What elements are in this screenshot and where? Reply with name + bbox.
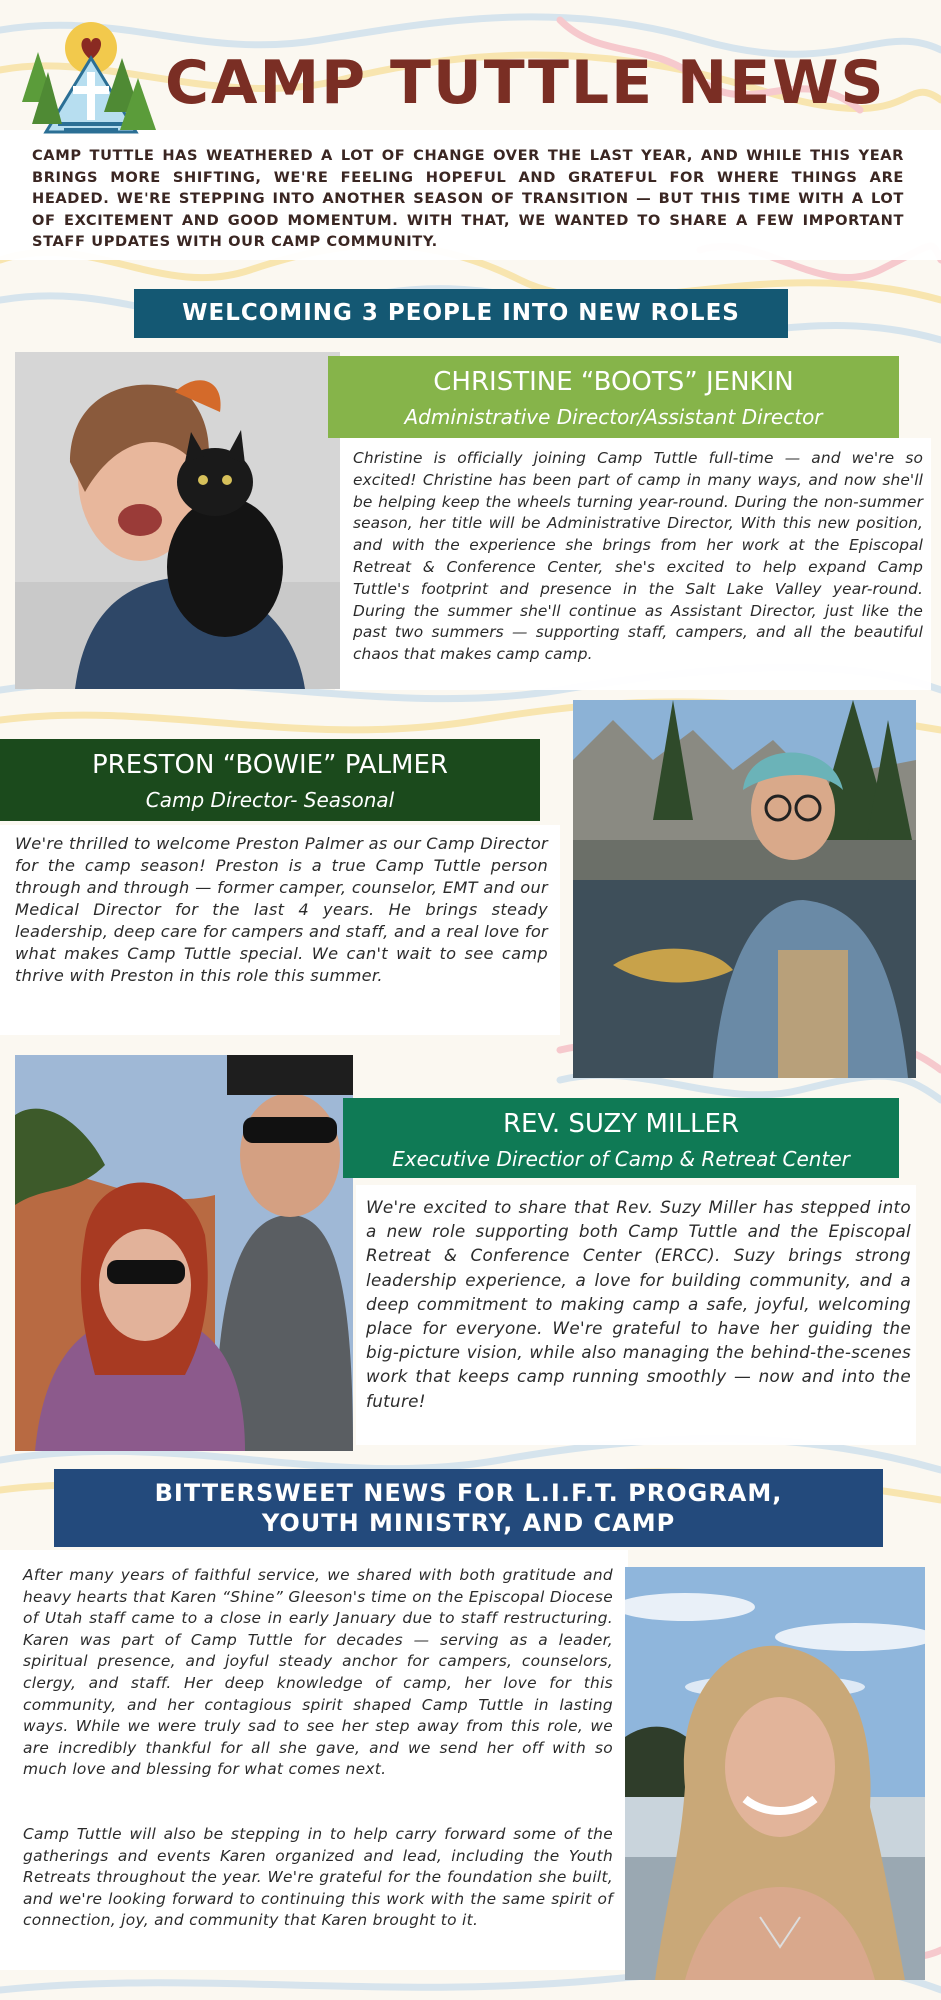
bittersweet-paragraph-1: After many years of faithful service, we shared with both gratitude and heavy hearts that Karen “Shine” Gleeson's time on the Episcopal Diocese of Utah staff came to a close in early January due to staff restructuring. Karen was part of Camp Tuttle for decades — serving as a leader, spiritual presence, and joyful steady anchor for campers, counselors, clergy, and staff. Her deep knowledge of camp, her love for this community, and her contagious spirit shaped Camp Tuttle in lasting ways. While we were truly sad to see her step away from this role, we are incredibly thankful for all she gave, and we send her off with so much love and blessing for what comes next. xyxy=(23,1566,613,1779)
christine-name-box xyxy=(328,356,899,438)
karen-photo xyxy=(625,1567,925,1980)
preston-role: Camp Director- Seasonal xyxy=(145,788,395,812)
page-title: CAMP TUTTLE NEWS xyxy=(165,48,886,118)
camp-logo xyxy=(18,12,160,137)
suzy-name: REV. SUZY MILLER xyxy=(502,1109,740,1139)
suzy-name-box xyxy=(343,1098,899,1178)
bittersweet-paragraph-2: Camp Tuttle will also be stepping in to help carry forward some of the gatherings and events Karen organized and lead, including the Youth Retreats throughout the year. We're grateful for the foundation she built, and we're looking forward to continuing this work with the same spirit of connection, joy, and community that Karen brought to it. xyxy=(23,1825,613,1930)
preston-bio: We're thrilled to welcome Preston Palmer as our Camp Director for the camp season! Preston is a true Camp Tuttle person through and through — former camper, counselor, EMT and our Medical Director for the last 4 years. He brings steady leadership, deep care for campers and staff, and a real love for what makes Camp Tuttle special. We can't wait to see camp thrive with Preston in this role this summer. xyxy=(15,834,548,985)
christine-bio: Christine is officially joining Camp Tuttle full-time — and we're so excited! Christine has been part of camp in many ways, and now she'll be helping keep the wheels turning year-round. During the non-summer season, her title will be Administrative Director, With this new position, and with the experience she brings from her work at the Episcopal Retreat & Conference Center, she's excited to help expand Camp Tuttle's footprint and presence in the Salt Lake Valley year-round. During the summer she'll continue as Assistant Director, just like the past two summers — supporting staff, campers, and all the beautiful chaos that makes camp camp. xyxy=(353,449,923,664)
bittersweet-heading-line2: YOUTH MINISTRY, AND CAMP xyxy=(261,1509,676,1537)
suzy-bio: We're excited to share that Rev. Suzy Miller has stepped into a new role supporting both Camp Tuttle and the Episcopal Retreat & Conference Center (ERCC). Suzy brings strong leadership experience, a love for building community, and a deep commitment to making camp a safe, joyful, welcoming place for everyone. We're grateful to have her guiding the big-picture vision, while also managing the behind-the-scenes work that keeps camp running smoothly — now and into the future! xyxy=(366,1197,911,1411)
suzy-photo xyxy=(15,1055,353,1451)
christine-name: CHRISTINE “BOOTS” JENKIN xyxy=(433,367,794,397)
preston-name: PRESTON “BOWIE” PALMER xyxy=(91,750,448,780)
preston-name-box xyxy=(0,739,540,821)
suzy-role: Executive Directior of Camp & Retreat Center xyxy=(392,1147,850,1171)
preston-photo xyxy=(573,700,916,1078)
christine-photo xyxy=(15,352,340,689)
bittersweet-heading-line1: BITTERSWEET NEWS FOR L.I.F.T. PROGRAM, xyxy=(154,1479,783,1507)
roles-section-heading: WELCOMING 3 PEOPLE INTO NEW ROLES xyxy=(134,289,788,338)
christine-role: Administrative Director/Assistant Director xyxy=(404,405,823,429)
intro-paragraph: CAMP TUTTLE HAS WEATHERED A LOT OF CHANGE OVER THE LAST YEAR, AND WHILE THIS YEAR BRINGS MORE SHIFTING, WE'RE FEELING HOPEFUL AND GRATEFUL FOR WHERE THINGS ARE HEADED. WE'RE STEPPING INTO ANOTHER SEASON OF TRANSITION — BUT THIS TIME WITH A LOT OF EXCITEMENT AND GOOD MOMENTUM. WITH THAT, WE WANTED TO SHARE A FEW IMPORTANT STAFF UPDATES WITH OUR CAMP COMMUNITY. xyxy=(32,147,904,250)
bittersweet-heading xyxy=(54,1469,883,1547)
